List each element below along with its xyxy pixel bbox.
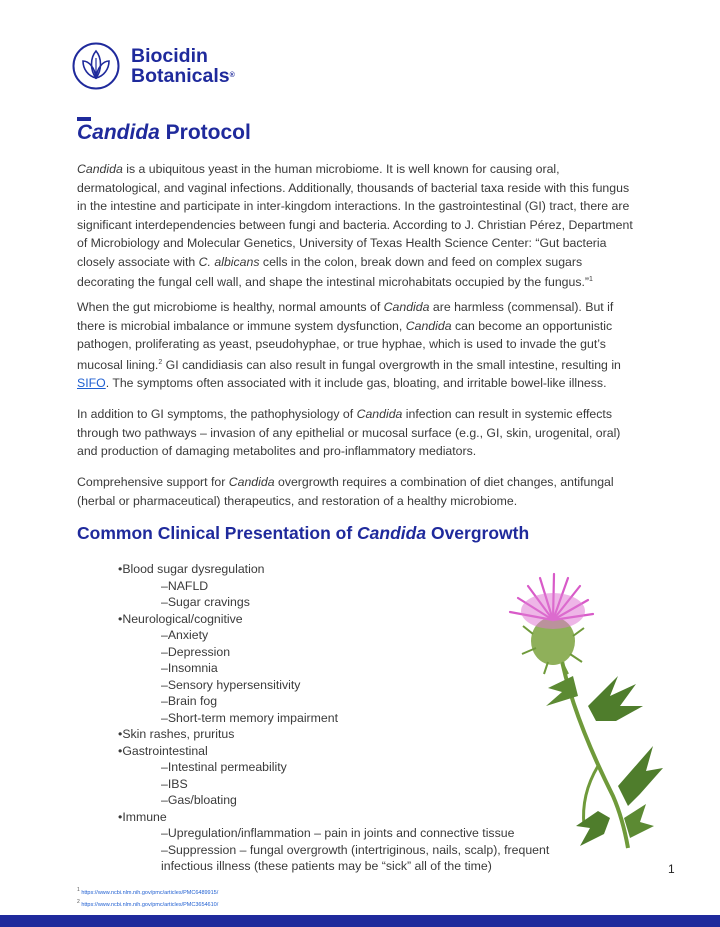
brand-name — [131, 46, 235, 86]
sub-list-item: – Suppression – fungal overgrowth (intertriginous, nails, scalp), frequent — [118, 842, 549, 859]
page-number: 1 — [668, 862, 675, 876]
sub-list-item: – Sensory hypersensitivity — [118, 677, 549, 694]
thistle-flower-illustration — [478, 556, 663, 856]
sub-list-item: – Depression — [118, 644, 549, 661]
sub-list-item: – Upregulation/inflammation – pain in joints and connective tissue — [118, 825, 549, 842]
footnote-1[interactable]: $^1$ https://www.ncbi.nlm.nih.gov/pmc/articles/PMC6489915/ — [77, 887, 219, 896]
brand-line1: Biocidin — [131, 45, 208, 67]
lotus-logo-icon — [72, 42, 120, 90]
sifo-link[interactable]: SIFO — [77, 376, 106, 391]
sub-list-item: – IBS — [118, 776, 549, 793]
sub-list-item: – Brain fog — [118, 693, 549, 710]
list-item: • Gastrointestinal — [118, 743, 549, 760]
registered-mark: ® — [229, 72, 235, 79]
page-title: Candida Protocol — [77, 121, 251, 144]
section-heading: Common Clinical Presentation of Candida Overgrowth — [77, 523, 530, 543]
brand-line2: Botanicals — [131, 65, 230, 87]
sub-list-item: – Sugar cravings — [118, 594, 549, 611]
brand-logo — [72, 42, 235, 90]
sub-list-item: – Anxiety — [118, 627, 549, 644]
list-item: • Blood sugar dysregulation — [118, 561, 549, 578]
sub-list-item: infectious illness (these patients may be “sick” all of the time) — [161, 859, 492, 873]
support-paragraph: Comprehensive support for Candida overgrowth requires a combination of diet changes, antifungal (herbal or pharmaceutical) therapeutics, and restoration of a healthy microbiome. — [77, 475, 614, 508]
footnote-ref-2: 2 — [158, 358, 163, 366]
intro-paragraph: Candida is a ubiquitous yeast in the human microbiome. It is well known for causing oral, dermatological, and vaginal infections. Additionally, thousands of bacterial taxa reside with this fungus in the intestine and participate in inter-kingdom interactions. In the gastrointestinal (GI) tract, there are significant interdependencies between fungi and bacteria. According to J. Christian Pérez, Department of Microbiology and Molecular Genetics, University of Texas Health Science Center: “Gut bacteria closely associate with C. albicans cells in the colon, break down and feed on complex sugars decorating the fungal cell wall, and shape the intestinal microhabitats occupied by the fungus.”$^1$ — [77, 162, 633, 290]
sub-list-item: – Gas/bloating — [118, 792, 549, 809]
sub-list-item: – NAFLD — [118, 578, 549, 595]
footnote-2[interactable]: $^2$ https://www.ncbi.nlm.nih.gov/pmc/articles/PMC3654610/ — [77, 899, 219, 908]
pathogen-paragraph: When the gut microbiome is healthy, normal amounts of Candida are harmless (commensal). But if there is microbial imbalance or immune system dysfunction, Candida can become an opportunistic pathogen, proliferating as yeast, pseudohyphae, or true hyphae, which is used to invade the gut’s mucosal lining.$^2$ GI candidiasis can also result in fungal overgrowth in the small intestine, resulting in SIFO. The symptoms often associated with it include gas, bloating, and irritable bowel-like illness. — [77, 300, 621, 391]
footnote-ref-1: 1 — [589, 276, 593, 283]
footer-band — [0, 915, 720, 927]
sub-list-item: – Short-term memory impairment — [118, 710, 549, 727]
list-item: • Skin rashes, pruritus — [118, 726, 549, 743]
list-item: • Neurological/cognitive — [118, 611, 549, 628]
sub-list-item: – Insomnia — [118, 660, 549, 677]
symptoms-paragraph: In addition to GI symptoms, the pathophysiology of Candida infection can result in systemic effects through two pathways – invasion of any epithelial or mucosal surface (e.g., GI, skin, urogenital, oral) and production of damaging metabolites and pro-inflammatory mediators. — [77, 407, 621, 458]
list-item: • Immune — [118, 809, 549, 826]
sub-list-item: – Intestinal permeability — [118, 759, 549, 776]
